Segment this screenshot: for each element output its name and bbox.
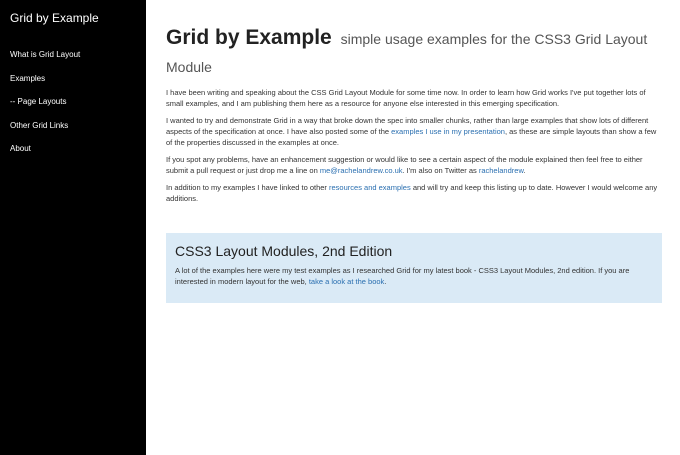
- book-promo-text-after: .: [384, 277, 387, 286]
- sidebar-link-about[interactable]: About: [10, 144, 31, 154]
- book-promo-title: CSS3 Layout Modules, 2nd Edition: [175, 243, 393, 259]
- sidebar-item-about: [10, 138, 80, 162]
- intro-paragraph-1: [166, 87, 662, 109]
- resources-link[interactable]: resources and examples: [329, 183, 411, 192]
- sidebar-item-page-layouts: [10, 91, 80, 115]
- page-subtitle: simple usage examples for the CSS3 Grid Layout Module: [166, 31, 648, 75]
- book-promo-text: [175, 265, 653, 287]
- book-promo-box: [166, 233, 662, 303]
- intro-paragraph-2-text-before: I wanted to try and demonstrate Grid in a way that broke down the spec into smaller chunks, rather than large examples that show lots of different aspects of the specification at once. I have also posted some of the: [166, 116, 649, 136]
- sidebar: [0, 0, 146, 455]
- book-link[interactable]: take a look at the book: [308, 277, 385, 286]
- sidebar-item-other-grid-links: [10, 115, 80, 139]
- presentation-examples-link[interactable]: examples I use in my presentation: [391, 127, 505, 136]
- sidebar-item-examples: [10, 68, 80, 92]
- intro-paragraph-4-text-after: and will try and keep this listing up to date. However I would welcome any additions.: [166, 183, 658, 203]
- intro-paragraph-3-text-before: If you spot any problems, have an enhancement suggestion or would like to see a certain aspect of the module explained then feel free to either submit a pull request or just drop me a line on: [166, 155, 643, 175]
- main-content: [166, 22, 662, 210]
- page-title-main: Grid by Example: [166, 26, 332, 49]
- sidebar-link-examples[interactable]: Examples: [10, 73, 46, 83]
- sidebar-link-what-is-grid-layout[interactable]: What is Grid Layout: [10, 50, 81, 59]
- intro-paragraph-2: [166, 115, 662, 148]
- email-link[interactable]: me@rachelandrew.co.uk: [319, 166, 403, 175]
- sidebar-link-other-grid-links[interactable]: Other Grid Links: [10, 120, 69, 130]
- intro-paragraph-1-text: I have been writing and speaking about the CSS Grid Layout Module for some time now. In order to learn how Grid works I've put together lots of small examples, and I am publishing them here as a resource for anyone else interested in this emerging specification.: [166, 88, 646, 108]
- site-title-link[interactable]: Grid by Example: [10, 11, 99, 25]
- intro-paragraph-3-text-middle: . I'm also on Twitter as: [402, 166, 479, 175]
- sidebar-nav: [10, 44, 80, 162]
- sidebar-item-what-is-grid-layout: [10, 44, 80, 68]
- intro-paragraph-4: [166, 182, 662, 204]
- intro-text: [166, 87, 662, 204]
- sidebar-link-page-layouts[interactable]: -- Page Layouts: [10, 97, 67, 107]
- page-title: [166, 22, 662, 78]
- twitter-link[interactable]: rachelandrew: [478, 166, 524, 175]
- intro-paragraph-3-text-after: .: [523, 166, 526, 175]
- intro-paragraph-4-text-before: In addition to my examples I have linked to other: [166, 183, 330, 192]
- intro-paragraph-2-text-after: , as these are simple layouts than show a few of the properties discussed in the examples at once.: [166, 127, 657, 147]
- book-promo-text-before: A lot of the examples here were my test examples as I researched Grid for my latest book - CSS3 Layout Modules, 2nd edition. If you are interested in modern layout for the web,: [175, 266, 630, 286]
- intro-paragraph-3: [166, 154, 662, 176]
